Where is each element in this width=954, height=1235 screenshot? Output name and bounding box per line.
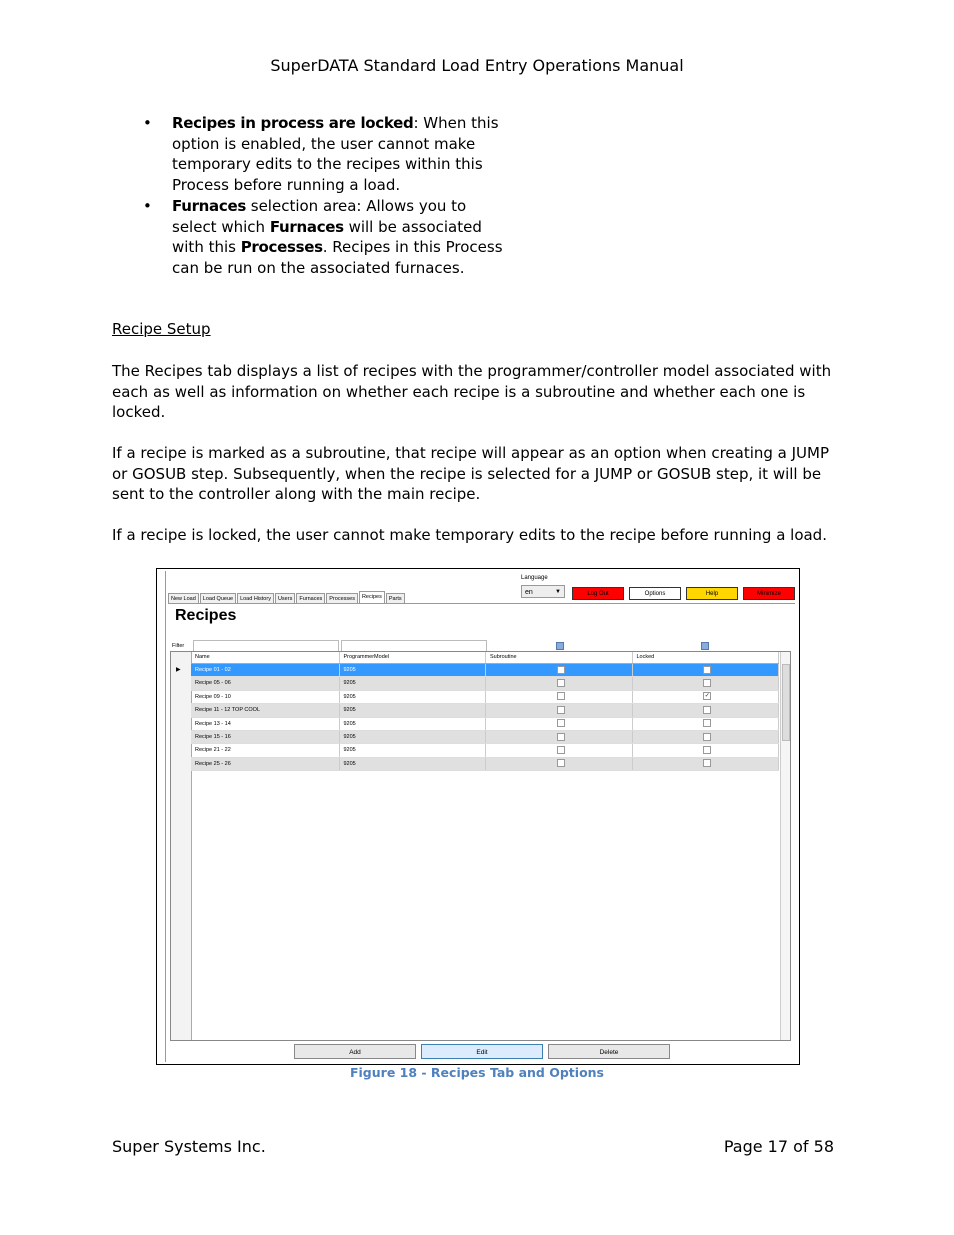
paragraph: If a recipe is locked, the user cannot make temporary edits to the recipe before running a load. — [112, 526, 827, 544]
locked-checkbox[interactable] — [703, 746, 711, 754]
programmer-model-cell: 9205 — [340, 664, 487, 676]
subroutine-cell — [486, 731, 633, 743]
recipe-name-cell: Recipe 11 - 12 TOP COOL — [191, 704, 340, 716]
tab-furnaces[interactable]: Furnaces — [296, 593, 325, 604]
delete-button[interactable]: Delete — [548, 1044, 670, 1059]
filter-subroutine-checkbox[interactable] — [556, 642, 564, 650]
bullet-term: Furnaces — [172, 196, 246, 215]
tab-recipes[interactable]: Recipes — [359, 591, 385, 604]
bullet-text: . Recipes in this Process can be run on the associated furnaces. — [172, 238, 503, 277]
locked-cell — [633, 664, 780, 676]
page-header-title: SuperDATA Standard Load Entry Operations Manual — [270, 56, 684, 75]
programmer-model-cell: 9205 — [340, 718, 487, 730]
tab-bar — [168, 593, 406, 603]
grid-body — [191, 652, 779, 771]
column-header-name[interactable]: Name — [191, 652, 340, 663]
bullet-recipes-locked — [143, 113, 503, 196]
help-button[interactable]: Help — [686, 587, 738, 600]
paragraph: If a recipe is marked as a subroutine, that recipe will appear as an option when creating a JUMP or GOSUB step. Subsequently, when the recipe is selected for a JUMP or GOSUB step, it will be sent to the controller along with the main recipe. — [112, 444, 830, 504]
scrollbar-thumb[interactable] — [782, 664, 790, 741]
bullet-term: Processes — [240, 238, 323, 257]
app-window — [165, 571, 795, 1062]
locked-cell — [633, 731, 780, 743]
table-row[interactable] — [191, 704, 779, 717]
subroutine-cell — [486, 718, 633, 730]
subroutine-checkbox[interactable] — [557, 692, 565, 700]
footer-company: Super Systems Inc. — [112, 1137, 266, 1156]
locked-checkbox[interactable] — [703, 706, 711, 714]
locked-checkbox[interactable] — [703, 679, 711, 687]
bullet-text: will be associated with this — [172, 217, 482, 257]
recipe-name-cell: Recipe 09 - 10 — [191, 691, 340, 703]
table-row[interactable] — [191, 691, 779, 704]
add-button[interactable]: Add — [294, 1044, 416, 1059]
filter-locked-checkbox[interactable] — [701, 642, 709, 650]
subroutine-cell — [486, 758, 633, 770]
subroutine-checkbox[interactable] — [557, 719, 565, 727]
tab-processes[interactable]: Processes — [326, 593, 358, 604]
options-button[interactable]: Options — [629, 587, 681, 600]
subroutine-cell — [486, 664, 633, 676]
programmer-model-cell: 9205 — [340, 758, 487, 770]
minimize-button[interactable]: Minimize — [743, 587, 795, 600]
bullet-term: Recipes in process are locked — [172, 114, 414, 132]
recipes-grid — [170, 651, 791, 1041]
bullet-dot: • — [143, 196, 152, 215]
current-row-icon: ▶ — [176, 667, 181, 673]
programmer-model-cell: 9205 — [340, 744, 487, 756]
subroutine-cell — [486, 677, 633, 689]
locked-cell — [633, 758, 780, 770]
paragraph: The Recipes tab displays a list of recipes with the programmer/controller model associated with each as well as information on whether each recipe is a subroutine and whether each one is locked. — [112, 362, 832, 422]
locked-checkbox[interactable] — [703, 719, 711, 727]
language-value: en — [525, 589, 533, 596]
column-header-subroutine[interactable]: Subroutine — [486, 652, 633, 663]
subroutine-checkbox[interactable] — [557, 706, 565, 714]
language-label: Language — [521, 575, 548, 581]
grid-header-row — [191, 652, 779, 664]
vertical-scrollbar[interactable] — [780, 652, 790, 1040]
filter-label: Filter — [172, 643, 185, 649]
recipe-name-cell: Recipe 25 - 26 — [191, 758, 340, 770]
table-row[interactable] — [191, 758, 779, 771]
locked-cell — [633, 677, 780, 689]
tab-parts[interactable]: Parts — [386, 593, 405, 604]
subroutine-checkbox[interactable] — [557, 746, 565, 754]
programmer-model-cell: 9205 — [340, 677, 487, 689]
locked-cell — [633, 691, 780, 703]
subroutine-checkbox[interactable] — [557, 679, 565, 687]
table-row[interactable] — [191, 677, 779, 690]
chevron-down-icon: ▼ — [555, 589, 561, 595]
column-header-model[interactable]: ProgrammerModel — [340, 652, 487, 663]
subroutine-cell — [486, 704, 633, 716]
tab-users[interactable]: Users — [275, 593, 295, 604]
programmer-model-cell: 9205 — [340, 704, 487, 716]
option-bullet-list — [143, 113, 503, 279]
tab-new-load[interactable]: New Load — [168, 593, 199, 604]
tab-load-history[interactable]: Load History — [237, 593, 274, 604]
figure-caption: Figure 18 - Recipes Tab and Options — [349, 1065, 604, 1080]
locked-checkbox[interactable]: ✓ — [704, 693, 710, 700]
tab-load-queue[interactable]: Load Queue — [200, 593, 236, 604]
locked-cell — [633, 718, 780, 730]
bullet-term: Furnaces — [269, 217, 344, 236]
edit-button[interactable]: Edit — [421, 1044, 543, 1059]
locked-cell — [633, 744, 780, 756]
subroutine-checkbox[interactable] — [557, 759, 565, 767]
footer-page-number: Page 17 of 58 — [723, 1137, 834, 1156]
locked-checkbox[interactable] — [703, 666, 711, 674]
table-row[interactable] — [191, 718, 779, 731]
bullet-text: selection area: Allows you to select which — [172, 196, 467, 236]
bullet-furnaces — [143, 196, 503, 279]
locked-checkbox[interactable] — [703, 759, 711, 767]
logout-button[interactable]: Log Out — [572, 587, 624, 600]
recipe-name-cell: Recipe 21 - 22 — [191, 744, 340, 756]
recipe-name-cell: Recipe 01 - 02 — [191, 664, 340, 676]
subroutine-cell — [486, 744, 633, 756]
section-title: Recipe Setup — [112, 320, 211, 338]
table-row[interactable] — [191, 744, 779, 757]
recipe-name-cell: Recipe 15 - 16 — [191, 731, 340, 743]
bullet-dot: • — [143, 114, 152, 132]
programmer-model-cell: 9205 — [340, 691, 487, 703]
subroutine-cell — [486, 691, 633, 703]
subroutine-checkbox[interactable] — [557, 733, 565, 741]
recipe-name-cell: Recipe 05 - 06 — [191, 677, 340, 689]
tab-divider — [168, 603, 795, 604]
table-row[interactable] — [191, 731, 779, 744]
column-header-locked[interactable]: Locked — [633, 652, 780, 663]
row-header-column — [171, 652, 192, 1040]
recipe-name-cell: Recipe 13 - 14 — [191, 718, 340, 730]
table-row[interactable] — [191, 664, 779, 677]
subroutine-checkbox[interactable] — [557, 666, 565, 674]
locked-checkbox[interactable] — [703, 733, 711, 741]
recipes-title: Recipes — [175, 607, 237, 624]
bullet-text: : When this option is enabled, the user cannot make temporary edits to the recipes within this Process before running a load. — [172, 114, 499, 195]
programmer-model-cell: 9205 — [340, 731, 487, 743]
recipes-screenshot-figure — [156, 568, 800, 1065]
locked-cell — [633, 704, 780, 716]
language-select[interactable] — [521, 585, 565, 598]
